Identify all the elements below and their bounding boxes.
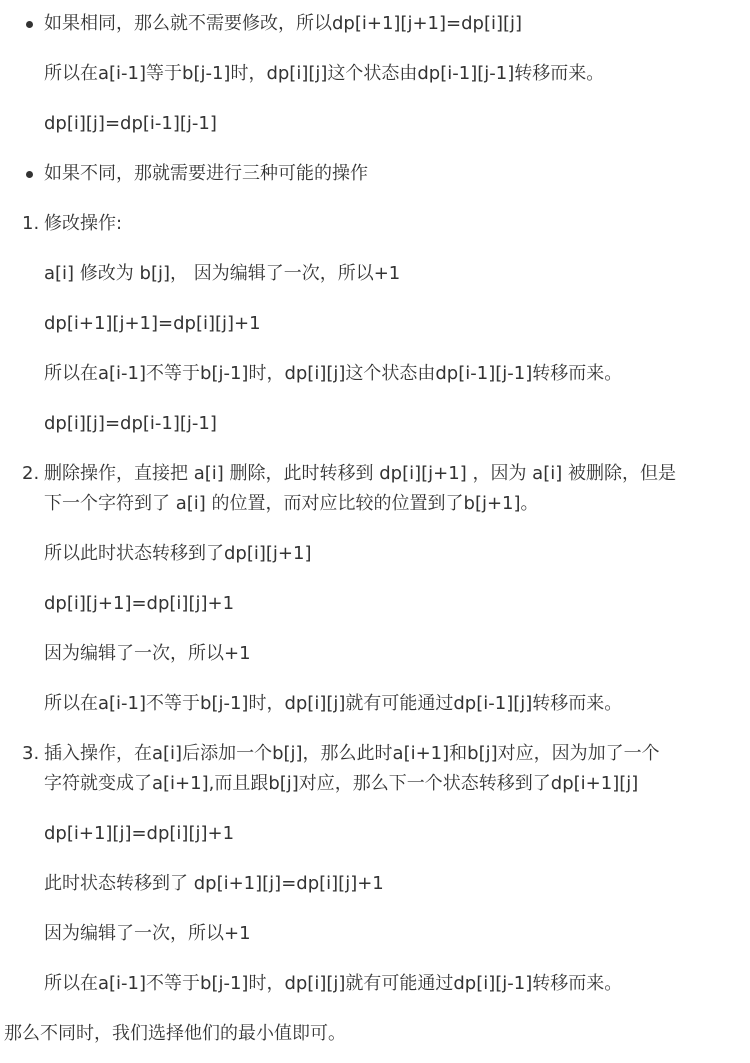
paragraph: 所以在a[i-1]不等于b[j-1]时，dp[i][j]就有可能通过dp[i][j-1]转移而来。 — [44, 973, 623, 994]
op-title-modify: 修改操作: — [44, 213, 123, 234]
formula: dp[i][j]=dp[i-1][j-1] — [44, 413, 217, 434]
bullet-item-same: 如果相同，那么就不需要修改，所以dp[i+1][j+1]=dp[i][j] — [44, 13, 523, 34]
bullet-dot — [26, 171, 33, 178]
op-title-delete-line2: 下一个字符到了 a[i] 的位置，而对应比较的位置到了b[j+1]。 — [44, 493, 539, 514]
paragraph: 因为编辑了一次，所以+1 — [44, 643, 251, 664]
paragraph: 因为编辑了一次，所以+1 — [44, 923, 251, 944]
paragraph: 所以在a[i-1]不等于b[j-1]时，dp[i][j]就有可能通过dp[i-1][j]转移而来。 — [44, 693, 623, 714]
list-number: 3. — [22, 743, 40, 764]
paragraph: 所以在a[i-1]等于b[j-1]时，dp[i][j]这个状态由dp[i-1][j-1]转移而来。 — [44, 63, 605, 84]
paragraph: 所以此时状态转移到了dp[i][j+1] — [44, 543, 312, 564]
paragraph: a[i] 修改为 b[j]， 因为编辑了一次，所以+1 — [44, 263, 401, 284]
op-title-delete-line1: 删除操作，直接把 a[i] 删除，此时转移到 dp[i][j+1] ，因为 a[i] 被删除，但是 — [44, 463, 676, 484]
formula: dp[i][j]=dp[i-1][j-1] — [44, 113, 217, 134]
op-title-insert-line2: 字符就变成了a[i+1],而且跟b[j]对应，那么下一个状态转移到了dp[i+1][j] — [44, 773, 639, 794]
list-number: 2. — [22, 463, 40, 484]
paragraph: 所以在a[i-1]不等于b[j-1]时，dp[i][j]这个状态由dp[i-1][j-1]转移而来。 — [44, 363, 623, 384]
list-number: 1. — [22, 213, 40, 234]
conclusion: 那么不同时，我们选择他们的最小值即可。 — [4, 1023, 346, 1044]
op-title-insert-line1: 插入操作，在a[i]后添加一个b[j]，那么此时a[i+1]和b[j]对应，因为加了一个 — [44, 743, 660, 764]
formula: dp[i][j+1]=dp[i][j]+1 — [44, 593, 235, 614]
formula: dp[i+1][j+1]=dp[i][j]+1 — [44, 313, 261, 334]
bullet-item-different: 如果不同，那就需要进行三种可能的操作 — [44, 163, 368, 184]
formula: dp[i+1][j]=dp[i][j]+1 — [44, 823, 235, 844]
bullet-dot — [26, 21, 33, 28]
paragraph: 此时状态转移到了 dp[i+1][j]=dp[i][j]+1 — [44, 873, 384, 894]
